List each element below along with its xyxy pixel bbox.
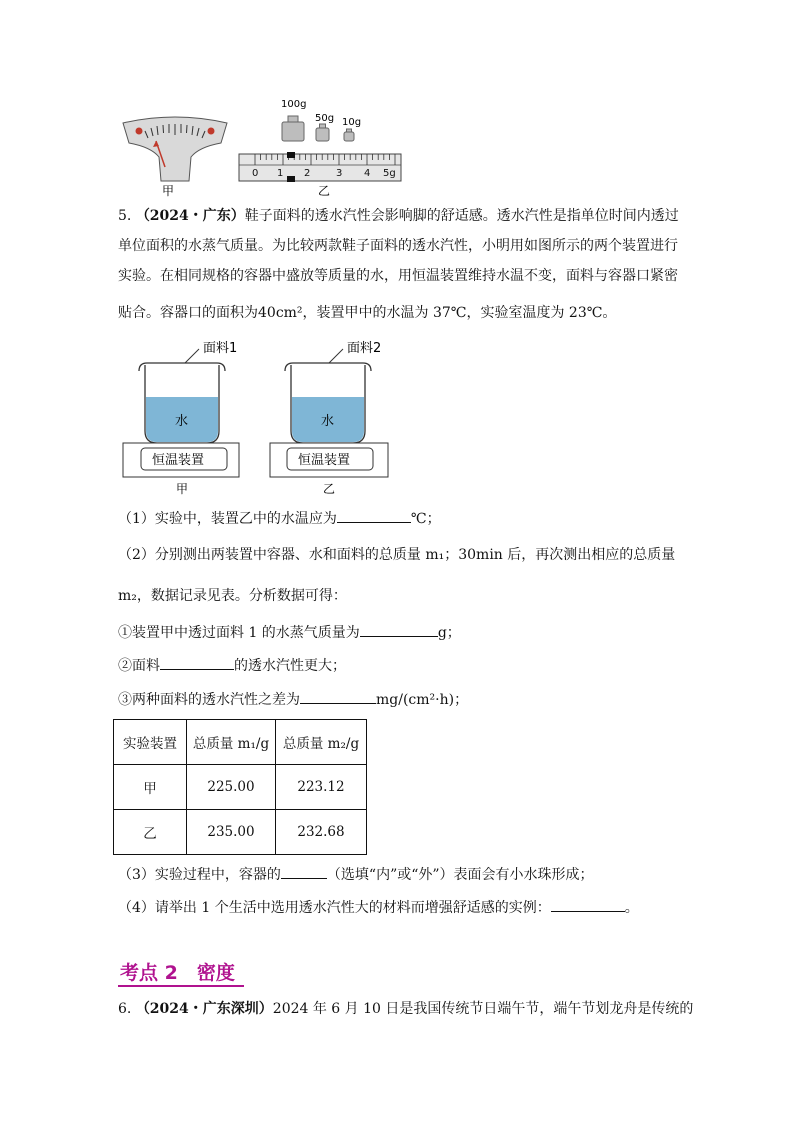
table-cell: 235.00 [187,810,276,855]
table-row [114,810,367,855]
q6-source: （2024・广东深圳） [135,1001,273,1017]
q5-line3: 实验。在相同规格的容器中盛放等质量的水，用恒温装置维持水温不变，面料与容器口紧密 [118,268,678,284]
fabric1-label: 面料1 [203,341,238,356]
figure-label-right: 乙 [318,184,331,198]
device-label-right: 恒温装置 [298,453,351,468]
water-label-left: 水 [175,414,189,429]
section-heading: 考点 2 密度 [120,962,235,984]
sub-q4: （4）请举出 1 个生活中选用透水汽性大的材料而增强舒适感的实例： 。 [118,897,639,918]
balance-figure [115,95,415,200]
section-heading-underline [118,985,244,987]
answer-blank-c2[interactable] [160,655,234,670]
table-cell: 223.12 [276,765,367,810]
table-header-row [114,720,367,765]
table-header: 总质量 m₁/g [187,720,276,765]
water-label-right: 水 [321,414,335,429]
sub-q3: （3）实验过程中，容器的 （选填“内”或“外”）表面会有小水珠形成； [118,864,594,885]
q5-line4: 贴合。容器口的面积为40cm²，装置甲中的水温为 37℃，实验室温度为 23℃。 [118,305,617,321]
scale-tick-4: 4 [364,168,371,179]
sub-q2-c1: ①装置甲中透过面料 1 的水蒸气质量为 g； [118,622,461,643]
table-cell: 232.68 [276,810,367,855]
figure-label-left: 甲 [162,184,175,198]
weight-50g: 50g [315,113,335,124]
answer-blank-q4[interactable] [551,897,625,912]
sub-q2-line2: m₂，数据记录见表。分析数据可得： [118,588,347,604]
apparatus-label-left: 甲 [176,482,189,496]
scale-tick-0: 0 [252,168,259,179]
scale-tick-3: 3 [336,168,343,179]
answer-blank-q1[interactable] [337,508,411,523]
q5-line1: 5. （2024・广东）鞋子面料的透水汽性会影响脚的舒适感。透水汽性是指单位时间内透过 [118,208,679,224]
q5-number: 5. [118,208,132,224]
table-cell: 乙 [114,810,187,855]
table-row [114,765,367,810]
scale-tick-2: 2 [304,168,311,179]
table-header: 总质量 m₂/g [276,720,367,765]
sub-q1: （1）实验中，装置乙中的水温应为 ℃； [118,508,441,529]
answer-blank-c3[interactable] [300,689,376,704]
table-header: 实验装置 [114,720,187,765]
scale-tick-1: 1 [277,168,284,179]
apparatus-figure [115,335,405,500]
answer-blank-c1[interactable] [360,622,438,637]
table-cell: 225.00 [187,765,276,810]
table-cell: 甲 [114,765,187,810]
q5-source: （2024・广东） [135,208,245,224]
apparatus-left [123,340,239,496]
q5-line2: 单位面积的水蒸气质量。为比较两款鞋子面料的透水汽性，小明用如图所示的两个装置进行 [118,238,678,254]
answer-blank-q3[interactable] [281,864,327,879]
fabric2-label: 面料2 [347,341,382,356]
sub-q2-line1: （2）分别测出两装置中容器、水和面料的总质量 m₁；30min 后，再次测出相应的总质量 [118,547,676,563]
weight-100g: 100g [281,99,307,110]
device-label-left: 恒温装置 [152,453,205,468]
data-table [113,719,367,855]
apparatus-label-right: 乙 [323,482,336,496]
apparatus-right [270,340,388,496]
q6-line1: 6. （2024・广东深圳）2024 年 6 月 10 日是我国传统节日端午节，端午节划龙舟是传统的 [118,1001,694,1017]
q6-number: 6. [118,1001,132,1017]
scale-tick-5: 5g [383,168,396,179]
sub-q2-c3: ③两种面料的透水汽性之差为 mg/(cm²·h)； [118,689,468,710]
sub-q2-c2: ②面料 的透水汽性更大； [118,655,346,676]
weight-10g: 10g [342,117,362,128]
